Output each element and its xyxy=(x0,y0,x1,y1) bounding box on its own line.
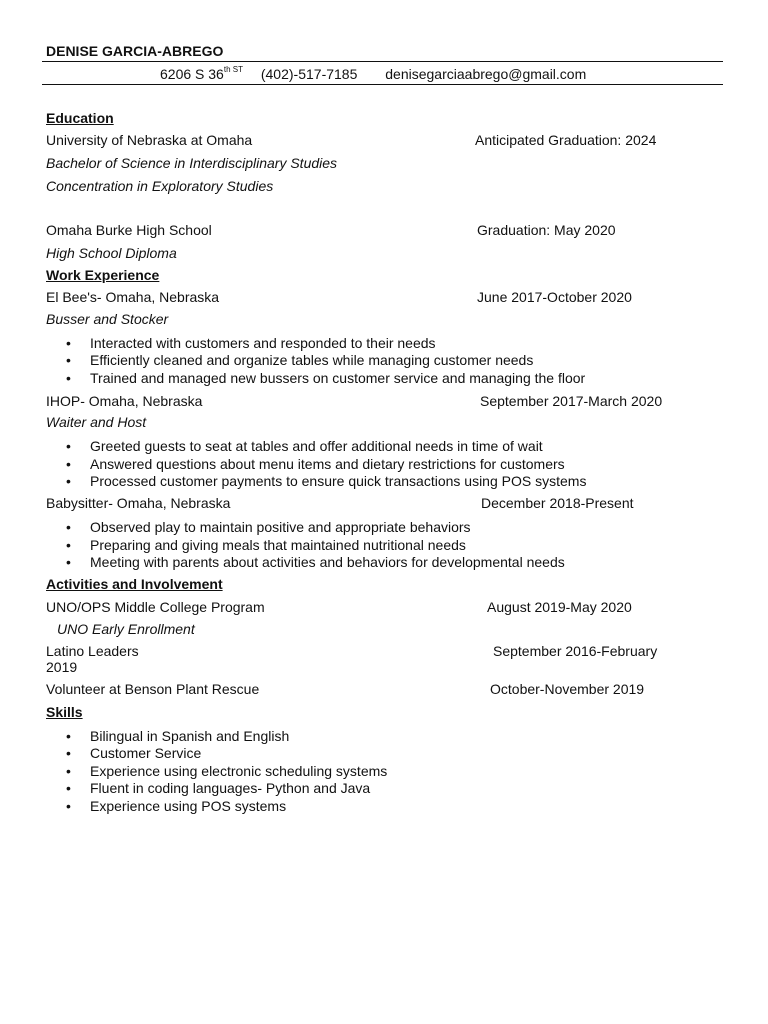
skill-item: • Experience using POS systems xyxy=(66,798,286,814)
activity-name: Volunteer at Benson Plant Rescue xyxy=(46,681,260,697)
activity-dates-wrap: 2019 xyxy=(46,659,78,675)
hs-date: Graduation: May 2020 xyxy=(477,222,616,238)
address-street: 6206 S 36 xyxy=(160,66,224,82)
job-bullet: • Preparing and giving meals that maintained nutritional needs xyxy=(66,537,466,553)
job-bullet: • Interacted with customers and responded to their needs xyxy=(66,335,436,351)
contact-line xyxy=(160,62,586,82)
activity-dates: September 2016-February xyxy=(493,643,658,659)
skills-heading: Skills xyxy=(46,704,83,720)
job-dates: June 2017-October 2020 xyxy=(477,289,632,305)
activity-name: UNO/OPS Middle College Program xyxy=(46,599,265,615)
activity-dates: August 2019-May 2020 xyxy=(487,599,632,615)
job-title: Busser and Stocker xyxy=(46,311,169,327)
job-bullet: • Greeted guests to seat at tables and offer additional needs in time of wait xyxy=(66,438,543,454)
job-bullet: • Processed customer payments to ensure quick transactions using POS systems xyxy=(66,473,586,489)
activity-dates: October-November 2019 xyxy=(490,681,645,697)
job-bullet: • Answered questions about menu items and dietary restrictions for customers xyxy=(66,456,565,472)
header-rule-bottom xyxy=(42,84,723,85)
skill-item: • Customer Service xyxy=(66,745,201,761)
job-bullet: • Efficiently cleaned and organize tables while managing customer needs xyxy=(66,352,533,368)
hs-diploma: High School Diploma xyxy=(46,245,177,261)
uno-date: Anticipated Graduation: 2024 xyxy=(475,132,657,148)
job-dates: December 2018-Present xyxy=(481,495,634,511)
work-heading: Work Experience xyxy=(46,267,160,283)
uno-school: University of Nebraska at Omaha xyxy=(46,132,253,148)
activities-heading: Activities and Involvement xyxy=(46,576,223,592)
job-bullet: • Trained and managed new bussers on customer service and managing the floor xyxy=(66,370,585,386)
job-title: Waiter and Host xyxy=(46,414,147,430)
job-bullet: • Observed play to maintain positive and appropriate behaviors xyxy=(66,519,471,535)
job-employer: IHOP- Omaha, Nebraska xyxy=(46,393,203,409)
job-bullet: • Meeting with parents about activities and behaviors for developmental needs xyxy=(66,554,565,570)
skill-item: • Fluent in coding languages- Python and Java xyxy=(66,780,370,796)
resume-name: DENISE GARCIA-ABREGO xyxy=(46,43,224,59)
address-suffix: th ST xyxy=(223,65,243,74)
phone-number: (402)-517-7185 xyxy=(260,66,358,82)
activity-sub: UNO Early Enrollment xyxy=(57,621,195,637)
education-heading: Education xyxy=(46,110,114,126)
activity-name: Latino Leaders xyxy=(46,643,139,659)
job-dates: September 2017-March 2020 xyxy=(480,393,663,409)
uno-concentration: Concentration in Exploratory Studies xyxy=(46,178,274,194)
hs-school: Omaha Burke High School xyxy=(46,222,212,238)
skill-item: • Experience using electronic scheduling systems xyxy=(66,763,387,779)
uno-degree: Bachelor of Science in Interdisciplinary Studies xyxy=(46,155,338,171)
email-address: denisegarciaabrego@gmail.com xyxy=(385,66,587,82)
skill-item: • Bilingual in Spanish and English xyxy=(66,728,289,744)
job-employer: El Bee's- Omaha, Nebraska xyxy=(46,289,220,305)
job-employer: Babysitter- Omaha, Nebraska xyxy=(46,495,231,511)
